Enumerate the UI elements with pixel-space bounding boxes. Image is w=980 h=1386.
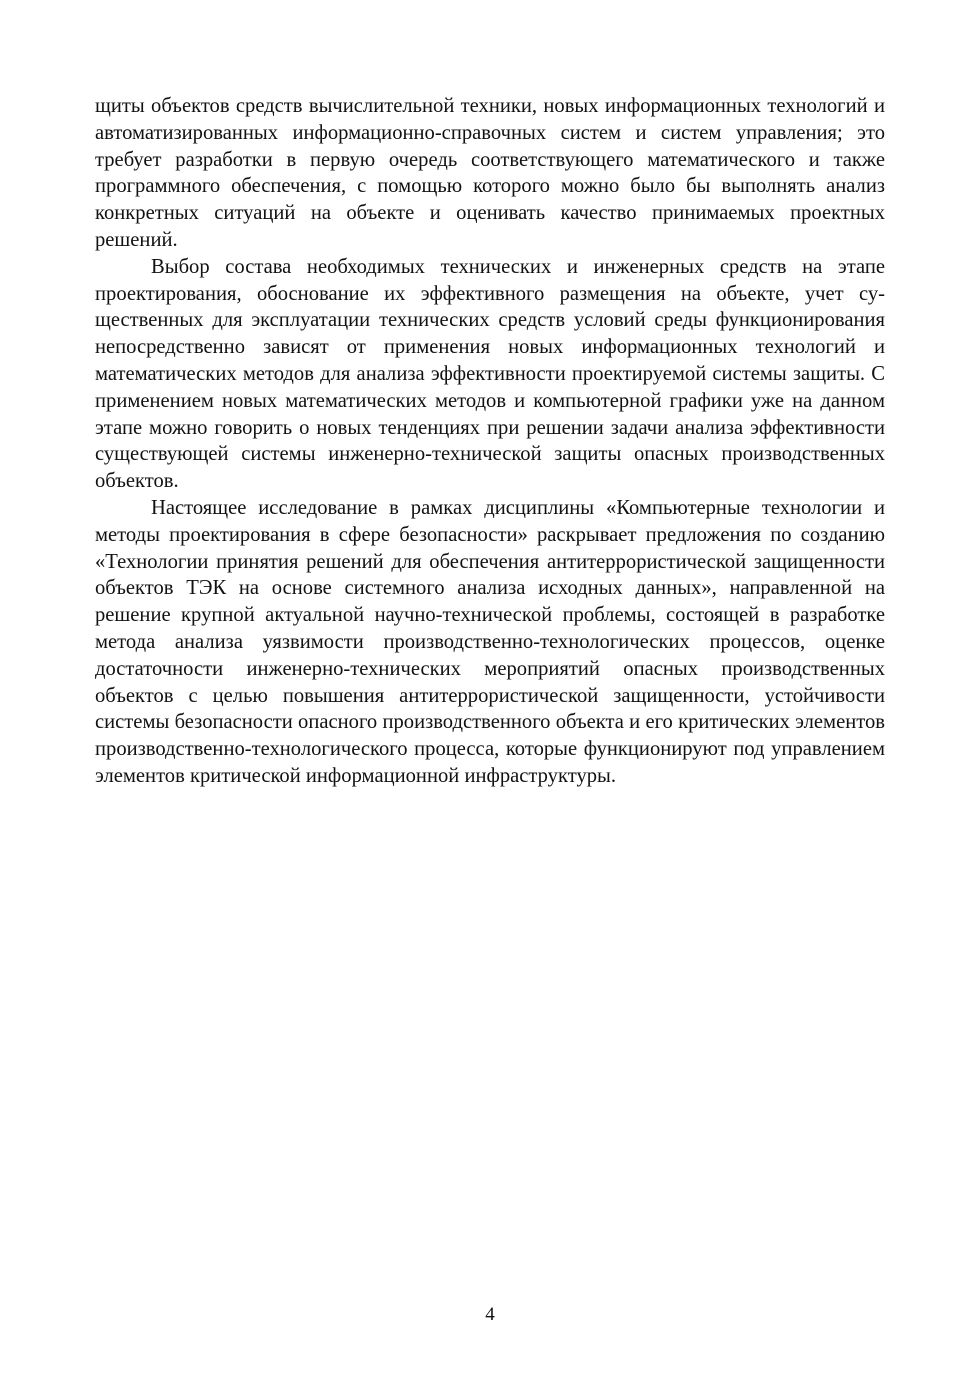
page-number: 4 (485, 1304, 495, 1325)
paragraph-3: Настоящее исследование в рамках дисциплины «Компьютерные технологии и методы проектирования в сфере безопасности» раскрывает предложения по созданию «Технологии принятия решений для обеспечения антитеррористической защищенности объектов ТЭК на основе системного анализа исходных данных», направленной на решение крупной актуальной научно-технической проблемы, состоящей в разработке метода анализа уязвимости производственно-технологических процессов, оценке достаточности инженерно-технических мероприятий опасных производственных объектов с целью повышения антитеррористической защищенности, устойчивости системы безопасности опасного производственного объекта и его критических элементов производственно-технологического процесса, которые функционируют под управлением элементов критической информационной инфраструктуры. (95, 496, 885, 787)
body-text (95, 93, 885, 790)
paragraph-1: щиты объектов средств вычислительной техники, новых информационных технологий и автоматизированных информационно-справочных систем и систем управления; это требует разработки в первую очередь соответствующего математического и также программного обеспечения, с помощью которого можно было бы выполнять анализ конкретных ситуаций на объекте и оценивать качество принимаемых проектных решений. (95, 95, 885, 251)
paragraph-2: Выбор состава необходимых технических и инженерных средств на этапе проектирования, обоснование их эффективного размещения на объекте, учет существенных для эксплуатации технических средств условий среды функционирования непосредственно зависят от применения новых информационных технологий и математических методов для анализа эффективности проектируемой системы защиты. С применением новых математических методов и компьютерной графики уже на данном этапе можно говорить о новых тенденциях при решении задачи анализа эффективности существующей системы инженерно-технической защиты опасных производственных объектов. (95, 255, 885, 493)
